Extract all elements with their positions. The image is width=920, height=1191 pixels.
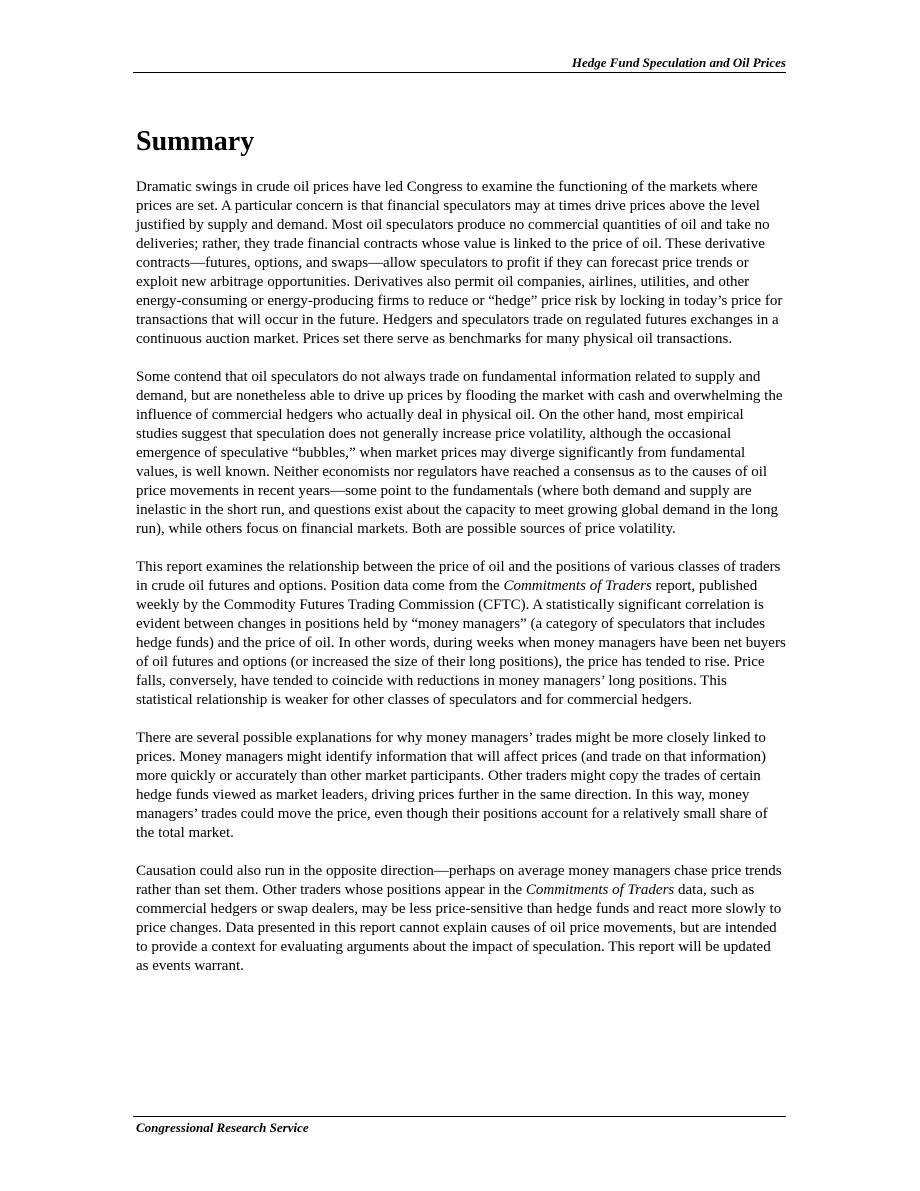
summary-paragraph-1: Dramatic swings in crude oil prices have led Congress to examine the functioning of the markets where prices are set. A particular concern is that financial speculators may at times drive prices above the level justified by supply and demand. Most oil speculators produce no commercial quantities of oil and take no deliveries; rather, they trade financial contracts whose value is linked to the price of oil. These derivative contracts—futures, options, and swaps—allow speculators to profit if they can forecast price trends or exploit new arbitrage opportunities. Derivatives also permit oil companies, airlines, utilities, and other energy-consuming or energy-producing firms to reduce or “hedge” price risk by locking in today’s price for transactions that will occur in the future. Hedgers and speculators trade on regulated futures exchanges in a continuous auction market. Prices set there serve as benchmarks for many physical oil transactions. xyxy=(136,179,783,347)
report-title-italic: Commitments of Traders xyxy=(503,578,652,594)
paragraph-text: report, published weekly by the Commodity Futures Trading Commission (CFTC). A statistically significant correlation is evident between changes in positions held by “money managers” (a category of speculators that includes hedge funds) and the price of oil. In other words, during weeks when money managers have been net buyers of oil futures and options (or increased the size of their long positions), the price has tended to rise. Price falls, conversely, have tended to coincide with reductions in money managers’ long positions. This statistical relationship is weaker for other classes of speculators and for commercial hedgers. xyxy=(136,578,786,708)
summary-paragraph-3 xyxy=(136,558,786,710)
running-header: Hedge Fund Speculation and Oil Prices xyxy=(133,55,786,73)
summary-paragraph-2: Some contend that oil speculators do not always trade on fundamental information related to supply and demand, but are nonetheless able to drive up prices by flooding the market with cash and overwhelming the influence of commercial hedgers who actually deal in physical oil. On the other hand, most empirical studies suggest that speculation does not generally increase price volatility, although the occasional emergence of speculative “bubbles,” when market prices may diverge significantly from fundamental values, is well known. Neither economists nor regulators have reached a consensus as to the causes of oil price movements in recent years—some point to the fundamentals (where both demand and supply are inelastic in the short run, and questions exist about the capacity to meet growing global demand in the long run), while others focus on financial markets. Both are possible sources of price volatility. xyxy=(136,369,783,537)
summary-body xyxy=(136,178,786,995)
paragraph-text: data, such as commercial hedgers or swap dealers, may be less price-sensitive than hedge funds and react more slowly to price changes. Data presented in this report cannot explain causes of oil price movements, but are intended to provide a context for evaluating arguments about the impact of speculation. This report will be updated as events warrant. xyxy=(136,882,782,974)
running-footer: Congressional Research Service xyxy=(136,1120,309,1135)
report-title-italic: Commitments of Traders xyxy=(525,882,675,898)
paragraph-text: Causation could also run in the opposite direction—perhaps on average money managers chase price trends rather than set them. Other traders whose positions appear in the xyxy=(136,863,782,898)
summary-paragraph-5 xyxy=(136,862,786,976)
page-title: Summary xyxy=(136,126,255,157)
paragraph-text: This report examines the relationship between the price of oil and the positions of various classes of traders in crude oil futures and options. Position data come from the xyxy=(136,559,781,594)
summary-paragraph-4: There are several possible explanations for why money managers’ trades might be more closely linked to prices. Money managers might identify information that will affect prices (and trade on that information) more quickly or accurately than other market participants. Other traders might copy the trades of certain hedge funds viewed as market leaders, driving prices further in the same direction. In this way, money managers’ trades could move the price, even though their positions account for a relatively small share of the total market. xyxy=(136,730,768,841)
footer-divider xyxy=(133,1116,786,1117)
